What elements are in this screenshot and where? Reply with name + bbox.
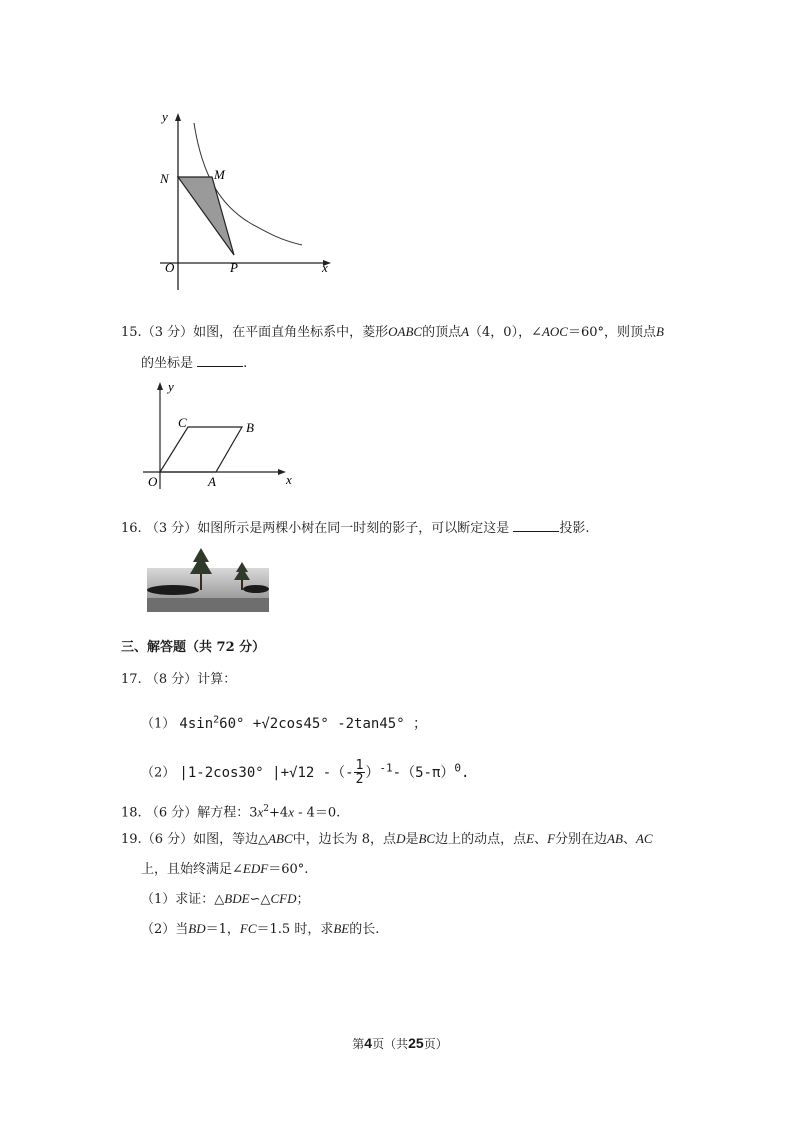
q19-text: 是 [405, 832, 419, 847]
q19-var: E [526, 831, 535, 846]
q19-text: ＝1.5 时，求 [256, 922, 334, 937]
page-footer [0, 1035, 800, 1052]
q19-text: 分别在边 [555, 832, 608, 847]
question-number: 16. [121, 521, 142, 536]
q16-text: 投影. [559, 521, 590, 536]
fraction-numerator: 1 [355, 758, 364, 774]
exponent: -1 [379, 761, 393, 774]
expr-part: ） [365, 764, 380, 781]
q15-angle: AOC [541, 324, 568, 339]
q19-var: AB [607, 831, 623, 846]
math-expression [179, 758, 470, 788]
question-score: （6 分） [141, 832, 194, 847]
q19-text: ； [296, 892, 310, 907]
q19-var: ABC [268, 831, 293, 846]
question-score: （8 分） [145, 672, 198, 687]
q15-text: 的坐标是 [141, 356, 194, 371]
expr-part: -（5-π） [392, 764, 455, 781]
q17-text: 计算： [197, 672, 237, 687]
question-16-line1 [121, 519, 590, 539]
footer-text: 第 [352, 1037, 365, 1051]
q18-var: x [257, 804, 264, 820]
expr-part: 4sin [179, 715, 214, 732]
sqrt-symbol: √ [289, 764, 298, 781]
label-x: x [322, 260, 328, 275]
y-arrow [157, 382, 163, 390]
sqrt-symbol: √ [261, 715, 270, 732]
question-number: 19. [121, 832, 142, 847]
y-arrow [175, 113, 181, 121]
ground-front [147, 598, 269, 612]
q19-part2 [141, 919, 379, 940]
q15-text: 的顶点 [422, 325, 462, 340]
q19-var: BE [333, 921, 350, 936]
q19-part1 [141, 889, 309, 910]
q19-var: BD [188, 921, 206, 936]
exponent: 2 [213, 714, 220, 725]
q15-shape: OABC [388, 324, 423, 339]
question-score: （3 分） [141, 325, 194, 340]
question-number: 17. [121, 672, 142, 687]
rhombus-oabc [160, 427, 242, 472]
q19-text: ＝1， [205, 922, 240, 937]
q19-text: 如图，等边△ [193, 832, 269, 847]
q15-text: . [243, 356, 248, 371]
q19-var: EDF [242, 861, 269, 876]
answer-blank[interactable] [513, 519, 559, 532]
fraction [354, 759, 366, 786]
label-y: y [162, 109, 168, 124]
q19-text: 的长. [349, 922, 380, 937]
q19-var: F [547, 831, 556, 846]
label-p: P [230, 260, 238, 275]
figure-tree-shadows [143, 546, 273, 614]
answer-blank[interactable] [197, 354, 243, 367]
q18-text: - 4＝0. [293, 805, 341, 821]
expr-part: |1-2cos30° |+ [179, 764, 289, 781]
figure-hyperbola-triangle [150, 105, 350, 300]
q18-text: +4 [269, 805, 289, 821]
page-number: 4 [364, 1035, 373, 1051]
q19-text: ＝60°. [268, 862, 309, 877]
question-score: （6 分） [145, 805, 198, 821]
question-number: 15. [121, 325, 142, 340]
q19-var: BC [418, 831, 436, 846]
q19-text: 边上的动点，点 [435, 832, 527, 847]
footer-text: 页） [423, 1037, 448, 1051]
footer-text: 页（共 [372, 1037, 409, 1051]
q19-text: ∽△ [249, 892, 271, 907]
section-title: 三、解答题（共 72 分） [121, 640, 266, 655]
q18-var: x [288, 804, 294, 820]
question-17-line1 [121, 670, 236, 690]
q19-var: D [396, 831, 406, 846]
q17-part1 [141, 710, 427, 735]
figure-rhombus [138, 377, 308, 492]
question-15-line2 [141, 354, 247, 374]
part-label: （2）当 [141, 922, 189, 937]
q19-var: AC [635, 831, 653, 846]
math-expression [179, 716, 427, 732]
question-19-line1 [121, 829, 653, 850]
tree-shadow-left [147, 585, 199, 595]
q15-text: 如图，在平面直角坐标系中，菱形 [193, 325, 389, 340]
label-y: y [168, 379, 174, 394]
q19-text: 、 [622, 832, 636, 847]
q15-point: A [461, 324, 470, 339]
label-o: O [148, 474, 158, 489]
question-19-line2 [141, 859, 308, 880]
label-m: M [214, 167, 225, 182]
page-total: 25 [408, 1035, 424, 1051]
q15-text: （4，0），∠ [469, 325, 542, 340]
q15-text: ＝60°，则顶点 [567, 325, 657, 340]
part-label: （2） [141, 765, 176, 781]
question-18-line1 [121, 799, 340, 823]
label-a: A [208, 474, 216, 489]
expr-part: 2cos45° -2tan45° ； [269, 715, 428, 732]
part-label: （1） [141, 716, 176, 732]
question-15-line1 [121, 322, 664, 343]
question-number: 18. [121, 805, 142, 821]
q18-text: 解方程：3 [197, 805, 258, 821]
label-c: C [178, 415, 187, 430]
q15-point: B [656, 324, 664, 339]
question-score: （3 分） [145, 521, 198, 536]
expr-part: . [461, 764, 470, 781]
x-arrow [278, 469, 286, 475]
expr-part: 60° + [219, 715, 262, 732]
q19-text: 中，边长为 8，点 [292, 832, 397, 847]
tree-crown-left [190, 548, 212, 574]
label-b: B [246, 420, 254, 435]
expr-part: 12 -（- [297, 764, 354, 781]
q19-var: FC [239, 921, 257, 936]
q19-var: BDE [224, 891, 250, 906]
q19-text: 上，且始终满足∠ [141, 862, 243, 877]
label-x: x [286, 472, 292, 487]
label-o: O [165, 260, 175, 275]
exponent: 2 [263, 804, 270, 814]
q16-text: 如图所示是两棵小树在同一时刻的影子，可以断定这是 [197, 521, 510, 536]
part-label: （1）求证：△ [141, 892, 225, 907]
q19-var: CFD [270, 891, 297, 906]
fraction-denominator: 2 [355, 772, 364, 788]
shaded-triangle [178, 177, 234, 255]
label-n: N [160, 171, 169, 186]
q19-text: 、 [534, 832, 548, 847]
tree-shadow-right [243, 585, 269, 593]
q17-part2 [141, 758, 469, 786]
exponent: 0 [454, 761, 462, 774]
